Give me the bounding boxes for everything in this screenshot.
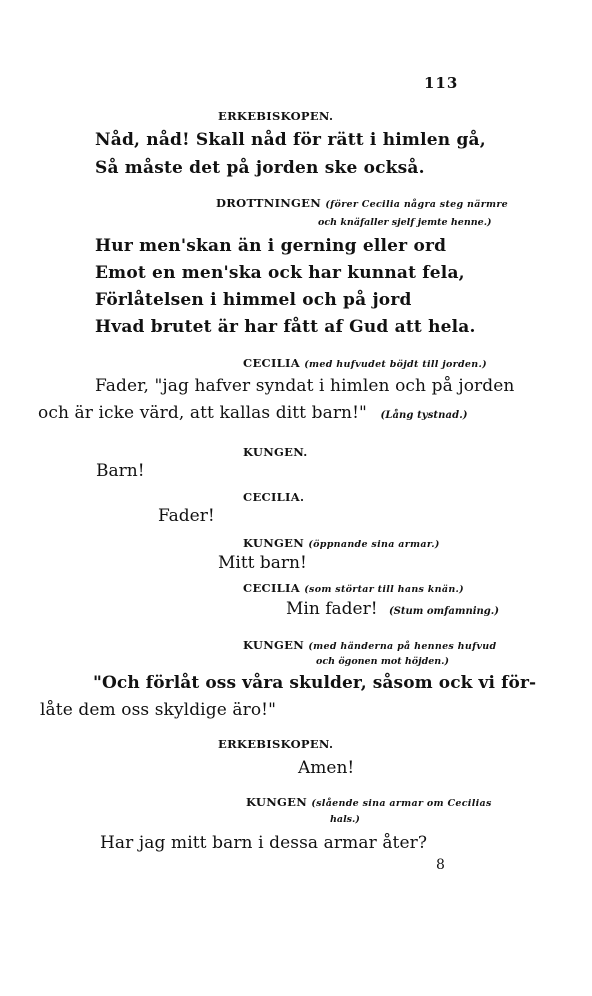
speech-line: Mitt barn! — [218, 553, 307, 573]
speech-line: Amen! — [298, 758, 355, 778]
prose-line: "Och förlåt oss våra skulder, såsom ock vi för- — [93, 673, 537, 693]
stage-direction: hals.) — [330, 814, 360, 825]
verse-line: Hvad brutet är har fått af Gud att hela. — [95, 317, 476, 337]
speech-line: Barn! — [96, 461, 145, 481]
stage-direction: (som störtar till hans knän.) — [304, 584, 464, 595]
prose-line: Fader, "jag hafver syndat i himlen och på jorden — [95, 376, 515, 396]
verse-line: Så måste det på jorden ske också. — [95, 158, 425, 178]
stage-direction: (förer Cecilia några steg närmre — [325, 199, 509, 210]
prose-line: låte dem oss skyldige äro!" — [40, 700, 277, 720]
speaker-cecilia: CECILIA (som störtar till hans knän.) — [243, 581, 464, 595]
stage-direction: (Stum omfamning.) — [388, 606, 500, 617]
stage-direction: (med hufvudet böjdt till jorden.) — [304, 359, 487, 370]
speaker-drottningen: DROTTNINGEN (förer Cecilia några steg närmre — [216, 196, 509, 210]
stage-direction: (med händerna på hennes hufvud — [308, 641, 497, 652]
speaker-kungen: KUNGEN. — [243, 445, 308, 459]
prose-line: och är icke värd, att kallas ditt barn!" (Lång tystnad.) — [38, 403, 468, 423]
speaker-cecilia: CECILIA. — [243, 490, 305, 504]
page-number: 113 — [424, 74, 459, 92]
verse-line: Hur men'skan än i gerning eller ord — [95, 236, 447, 256]
speaker-erkebiskopen: ERKEBISKOPEN. — [218, 737, 334, 751]
speech-line: Min fader! (Stum omfamning.) — [286, 599, 500, 619]
speaker-kungen: KUNGEN (med händerna på hennes hufvud — [243, 638, 497, 652]
verse-line: Förlåtelsen i himmel och på jord — [95, 290, 412, 310]
speech-line: Fader! — [158, 506, 215, 526]
stage-direction: och ögonen mot höjden.) — [316, 656, 449, 667]
speaker-kungen: KUNGEN (öppnande sina armar.) — [243, 536, 440, 550]
stage-direction: och knäfaller sjelf jemte henne.) — [318, 217, 492, 228]
speaker-cecilia: CECILIA (med hufvudet böjdt till jorden.) — [243, 356, 487, 370]
prose-line: Har jag mitt barn i dessa armar åter? — [100, 833, 428, 853]
speaker-erkebiskopen: ERKEBISKOPEN. — [218, 109, 334, 123]
signature-mark: 8 — [436, 857, 445, 873]
speaker-kungen: KUNGEN (slående sina armar om Cecilias — [246, 795, 492, 809]
stage-direction: (slående sina armar om Cecilias — [311, 798, 492, 809]
verse-line: Emot en men'ska ock har kunnat fela, — [95, 263, 465, 283]
stage-direction: (öppnande sina armar.) — [308, 539, 440, 550]
verse-line: Nåd, nåd! Skall nåd för rätt i himlen gå, — [95, 130, 486, 150]
stage-direction: (Lång tystnad.) — [380, 410, 468, 421]
